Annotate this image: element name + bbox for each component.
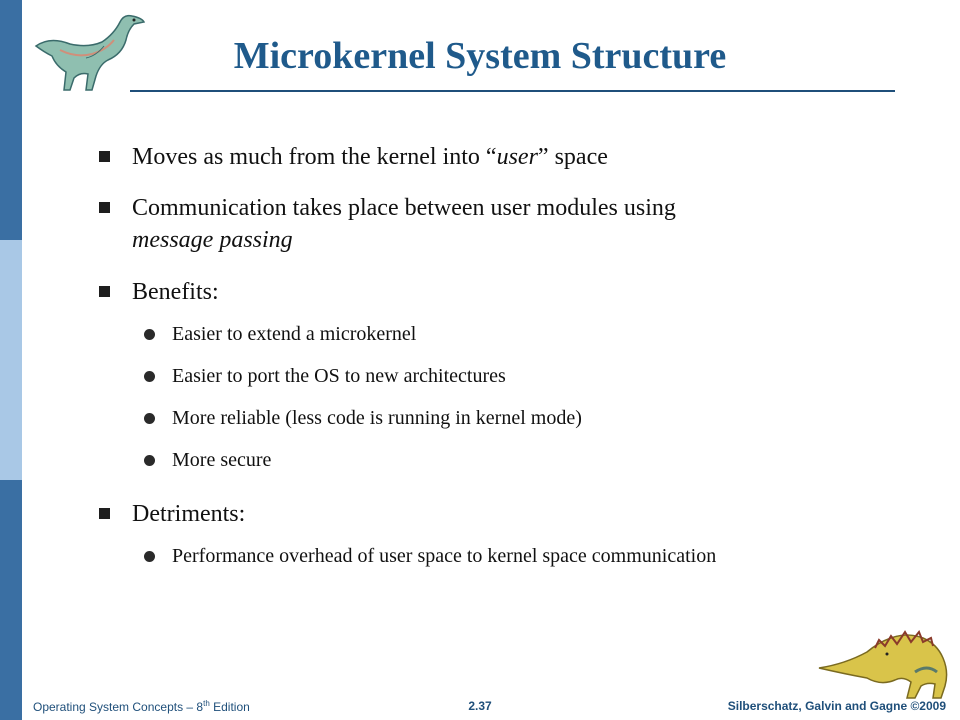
bullet-item [96,192,946,256]
circle-bullet-icon [144,413,155,424]
square-bullet-icon [99,202,110,213]
sub-bullet-item [96,362,946,390]
circle-bullet-icon [144,371,155,382]
bullet-text-italic: user [496,144,538,170]
footer-superscript: th [203,699,210,708]
bullet-item [96,276,946,308]
sub-bullet-text: More secure [172,449,272,471]
footer-book-title [33,699,250,714]
sidebar-light-segment [0,240,22,480]
bullet-continuation-italic: message passing [132,227,293,253]
bullet-text: Benefits: [132,279,219,305]
sub-bullet-item [96,320,946,348]
sub-bullet-item [96,404,946,432]
sub-bullet-text: Easier to port the OS to new architectures [172,365,506,387]
bullet-item [96,498,946,530]
bullet-item [96,141,946,173]
page-number: 2.37 [468,699,492,713]
square-bullet-icon [99,508,110,519]
title-underline [130,90,895,92]
footer-book-title-suffix: Edition [209,700,250,714]
left-sidebar-bar [0,0,22,720]
sub-bullet-text: Performance overhead of user space to kernel space communication [172,545,717,567]
sub-bullet-item [96,446,946,474]
sub-bullet-item [96,542,812,570]
dinosaur-corner-icon [815,612,955,700]
circle-bullet-icon [144,455,155,466]
bullet-text: Communication takes place between user modules using [132,195,676,221]
bullet-text: Moves as much from the kernel into “ [132,144,497,170]
circle-bullet-icon [144,329,155,340]
footer-book-title-text: Operating System Concepts – 8 [33,700,204,714]
sub-bullet-text: Easier to extend a microkernel [172,323,417,345]
sub-bullet-text: More reliable (less code is running in kernel mode) [172,407,582,429]
footer-authors: Silberschatz, Galvin and Gagne ©2009 [727,699,946,713]
square-bullet-icon [99,151,110,162]
square-bullet-icon [99,286,110,297]
slide-title: Microkernel System Structure [233,35,727,77]
circle-bullet-icon [144,551,155,562]
slide-content [96,135,946,570]
bullet-text: ” space [537,144,608,170]
bullet-text: Detriments: [132,501,246,527]
